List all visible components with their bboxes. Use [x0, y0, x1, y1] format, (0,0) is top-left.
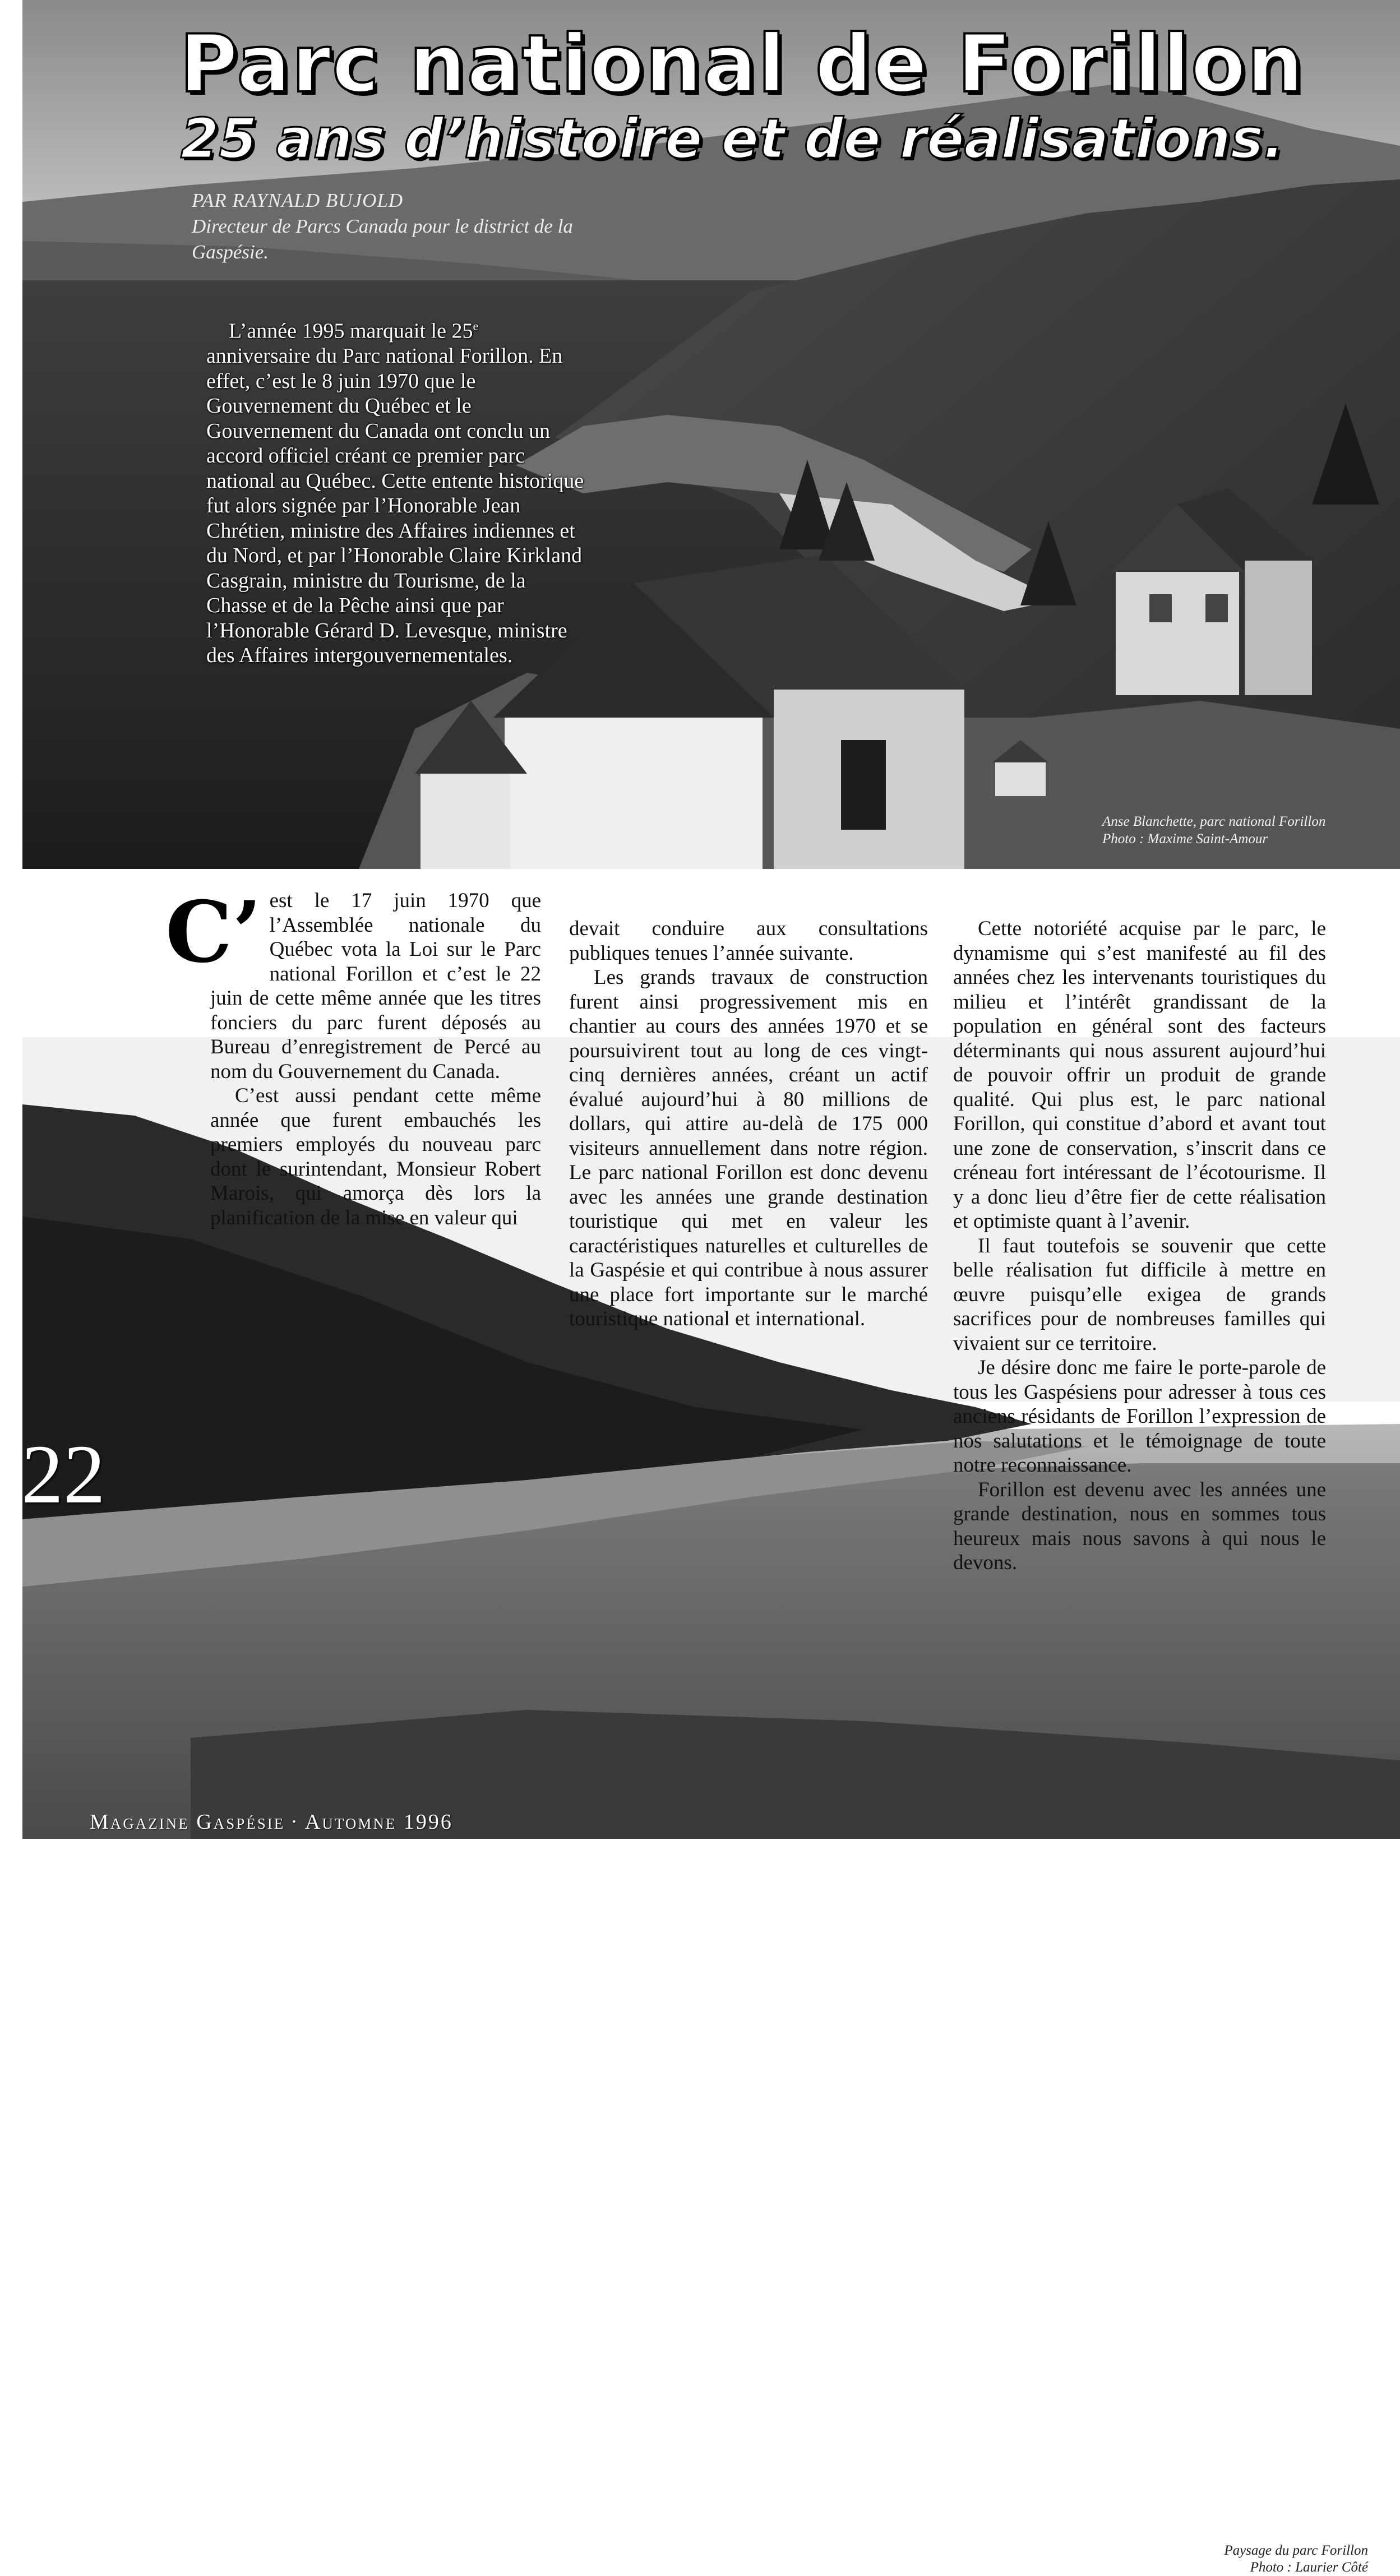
- magazine-name: Magazine Gaspésie: [90, 1810, 285, 1834]
- article-column-3: [953, 917, 1326, 1575]
- intro-text-rest: anniversaire du Parc national Forillon. En effet, c’est le 8 juin 1970 que le Gouvernement du Québec et le Gouvernement du Canada ont conclu un accord officiel créant ce premier parc national au Québec. Cette entente historique fut alors signée par l’Honorable Jean Chrétien, ministre des Affaires indiennes et du Nord, et par l’Honorable Claire Kirkland Casgrain, ministre du Tourisme, de la Chasse et de la Pêche ainsi que par l’Honorable Gérard D. Levesque, ministre des Affaires intergouvernementales.: [206, 344, 584, 668]
- top-photo-caption: [1102, 813, 1360, 848]
- drop-cap: C’: [165, 883, 262, 982]
- intro-text: [206, 314, 588, 668]
- page-number: 22: [21, 1428, 105, 1521]
- page-title: Parc national de Forillon: [179, 18, 1305, 110]
- bottom-photo-caption: [1177, 2542, 1368, 2576]
- intro-paragraph: [206, 314, 588, 668]
- footer-separator: ·: [290, 1810, 299, 1834]
- top-caption-title: Anse Blanchette, parc national Forillon: [1102, 814, 1326, 829]
- article-paragraph: C’est aussi pendant cette même année que furent embauchés les premiers employés du nouveau parc dont le surintendant, Monsieur Robert Marois, qui amorça dès lors la planification de la mise en valeur qui: [210, 1084, 541, 1229]
- author-name: PAR RAYNALD BUJOLD: [192, 189, 404, 211]
- byline: [192, 188, 584, 265]
- article-paragraph: Cette notoriété acquise par le parc, le dynamisme qui s’est manifesté au fil des années chez les intervenants touristiques du milieu et l’intérêt grandissant de la population en général sont des facteurs déterminants qui nous assurent aujourd’hui de pouvoir offrir un produit de grande qualité. Qui plus est, le parc national Forillon, qui constitue d’abord et avant tout une zone de conservation, s’inscrit dans ce créneau fort intéressant de l’écotourisme. Il y a donc lieu d’être fier de cette réalisation et optimiste quant à l’avenir.: [953, 917, 1326, 1233]
- article-paragraph: est le 17 juin 1970 que l’Assemblée nationale du Québec vota la Loi sur le Parc national Forillon et c’est le 22 juin de cette même année que les titres fonciers du parc furent déposés au Bureau d’enregistrement de Percé au nom du Gouvernement du Canada.: [210, 889, 541, 1083]
- article-paragraph: Les grands travaux de construction furent ainsi progressivement mis en chantier au cours des années 1970 et se poursuivirent tout au long de ces vingt-cinq dernières années, créant un actif évalué aujourd’hui à 80 millions de dollars, qui attire au-delà de 175 000 visiteurs annuellement dans notre région. Le parc national Forillon est donc devenu avec les années une grande destination touristique qui met en valeur les caractéristiques naturelles et culturelles de la Gaspésie et qui contribue à nous assurer une place fort importante sur le marché touristique national et international.: [569, 966, 928, 1330]
- top-photo: [22, 0, 1400, 869]
- page-subtitle: 25 ans d’histoire et de réalisations.: [181, 107, 1285, 171]
- magazine-footer: [90, 1810, 453, 1834]
- top-caption-credit: Photo : Maxime Saint-Amour: [1102, 831, 1268, 847]
- bottom-caption-title: Paysage du parc Forillon: [1224, 2543, 1368, 2558]
- bottom-caption-credit: Photo : Laurier Côté: [1250, 2560, 1368, 2575]
- magazine-issue: Automne 1996: [304, 1810, 453, 1834]
- article-paragraph: Je désire donc me faire le porte-parole de tous les Gaspésiens pour adresser à tous ces anciens résidants de Forillon l’expression de nos salutations et le témoignage de toute notre reconnaissance.: [953, 1356, 1326, 1477]
- intro-superscript: e: [473, 319, 479, 333]
- article-column-2: [569, 917, 928, 1331]
- article-paragraph: devait conduire aux consultations publiques tenues l’année suivante.: [569, 917, 928, 965]
- author-role: Directeur de Parcs Canada pour le district de la Gaspésie.: [192, 215, 573, 263]
- article-paragraph: Forillon est devenu avec les années une grande destination, nous en sommes tous heureux mais nous savons à qui nous le devons.: [953, 1478, 1326, 1574]
- article-paragraph: Il faut toutefois se souvenir que cette belle réalisation fut difficile à mettre en œuvre puisqu’elle exigea de grands sacrifices pour de nombreuses familles qui vivaient sur ce territoire.: [953, 1234, 1326, 1355]
- intro-text-start: L’année 1995 marquait le 25: [229, 319, 473, 343]
- article-column-1: [165, 883, 541, 1230]
